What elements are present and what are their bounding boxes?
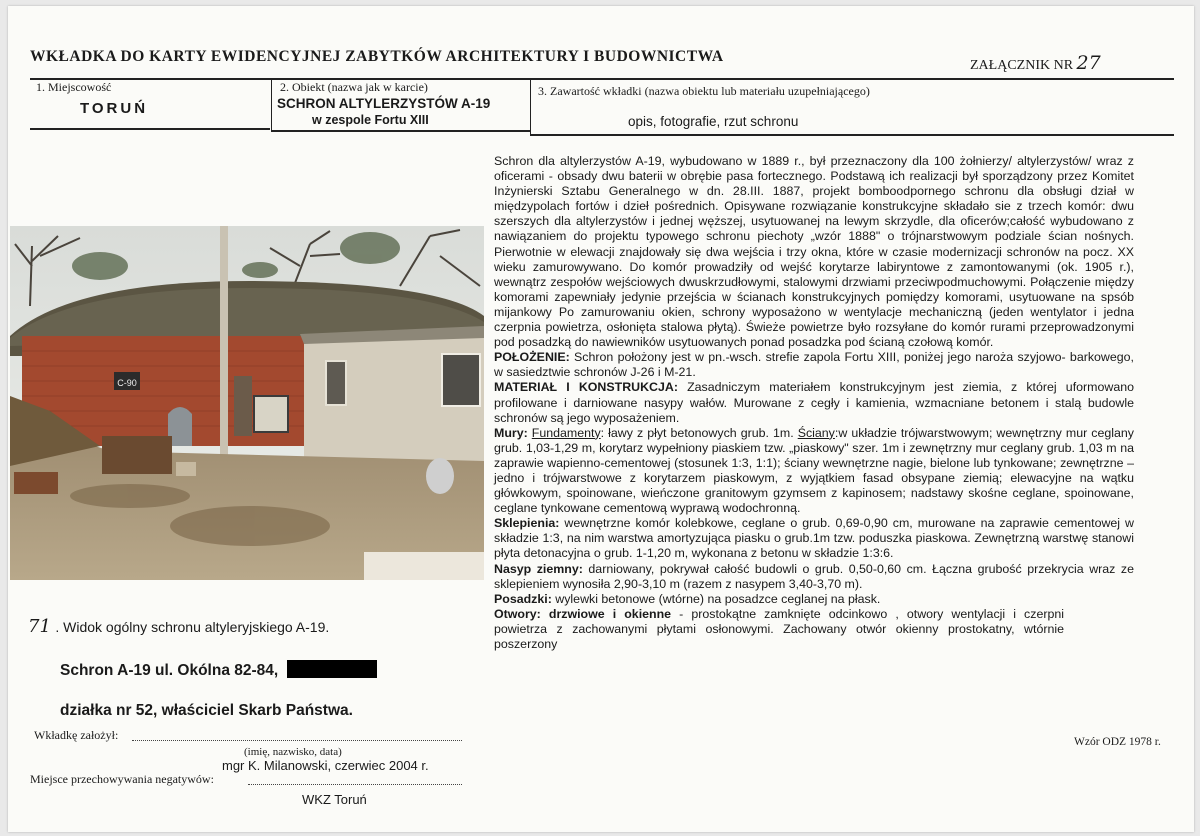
header-top-rule (30, 78, 1174, 80)
negatives-label: Miejsce przechowywania negatywów: (30, 772, 214, 786)
caption-handwritten-number: 71 (28, 616, 51, 637)
founder-label: Wkładkę założył: (34, 728, 119, 742)
photo-sign: C-90 (117, 378, 137, 388)
header-divider-1 (271, 78, 272, 132)
negatives-dotted-line (248, 784, 462, 785)
section-openings: Otwory: drzwiowe i okienne - prostokątne zamknięte odcinkowo , otwory wentylacji i czerpni powietrza z zachowanymi płytami osłonowymi. Zachowany otwór okienny prostokatny, wtórnie poszerzony (494, 606, 1064, 651)
floors-label: Posadzki: (494, 591, 552, 606)
section-material: MATERIAŁ I KONSTRUKCJA: Zasadniczym materiałem konstrukcyjnym jest ziemia, z której uformowano profilowane i darniowane nasypy wałów. Murowane z cegły i kamienia, wzmacniane betonem i stalą budowle schronów są jego wyposażeniem. (494, 380, 1134, 425)
field-value-town: TORUŃ (80, 100, 149, 117)
walls-label: Mury: (494, 425, 528, 440)
plot-line: działka nr 52, właściciel Skarb Państwa. (60, 702, 353, 719)
header-rule-col1 (30, 128, 270, 130)
form-version: Wzór ODZ 1978 r. (1074, 736, 1161, 748)
bunker-photograph (10, 226, 484, 580)
description-intro: Schron dla altylerzystów A-19, wybudowano w 1889 r., był przeznaczony dla 100 żołnierzy/ altylerzystów/ wraz z oficerami - obsady dwu baterii w obrębie pasa fortecznego. Podstawą ich realizacji był sporządzony przez Komitet Inżynierski Sztabu Generalnego w dn. 28.III. 1887, projekt bomboodpornego schronu dla obsługi dział w międzypolach fortów i dzieł pośrednich. Opisywane rozwiązanie konstrukcyjne składało sie z trzech komór: dwu szerszych dla altylerzystów i jednej węższej, usytuowanej na lewym skrzydle, dla oficerów;całość wybudowano z nawiązaniem do projektu typowego schronu piechoty „wzór 1888" o trójnarstwowym podziale ścian nośnych. Pierwotnie w elewacji znajdowały się dwa wejścia i trzy okna, które w czasie modernizacji schronów na pocz. XX wieku zamurowywano. Do komór prowadziły od wejść korytarze labiryntowe z zamontowanymi (ok. 1905 r.), wewnątrz zespołów wejściowych dwuskrzudłowymi, stalowymi drzwiami przeciwpodmuchowymi. Połączenie między komorami zapewniały jedynie przejścia w ścianach konstrukcyjnych pomiędzy komorami, usytuowane na spsób mijankowy Po zamurowaniu okien, schrony wyposażono w wentylacje mechaniczną (jeden wentylator i jedna czerpnia powietrza, osłonięta stalowa płytą). Świeże powietrze było rozsyłane do komór rurami przeprowadzonymi pod posadzką do nawiewników usytuowanych ponad posadzka pod ścianą czołową komór. (494, 154, 1134, 350)
annex-label: ZAŁĄCZNIK NR (970, 58, 1074, 73)
description-text (494, 154, 1134, 652)
annex-handwritten-number: 27 (1076, 52, 1101, 74)
field-value-object-1: SCHRON ALTYLERZYSTÓW A-19 (277, 96, 491, 111)
location-label: POŁOŻENIE: (494, 350, 570, 365)
header-rule-col3 (530, 134, 1174, 136)
field-label-town: 1. Miejscowość (36, 80, 112, 94)
caption-text: . Widok ogólny schronu altyleryjskiego A-19. (55, 619, 330, 635)
material-label: MATERIAŁ I KONSTRUKCJA: (494, 380, 678, 395)
openings-label: Otwory: drzwiowe i okienne (494, 606, 672, 621)
founder-dotted-line (132, 740, 462, 741)
photo-caption (28, 616, 329, 637)
annex-number (970, 52, 1101, 74)
section-walls: Mury: Fundamenty: ławy z płyt betonowych grub. 1m. Ściany:w układzie trójwarstwowym; wewnętrzny mur ceglany grub. 1,03-1,29 m, korytarz wypełniony piaskiem tzw. „piaskowy" szer. 1m i zewnętrzny mur ceglany grub. 1,03 m na zaprawie wapienno-cementowej (stosunek 1:3, 1:1); ściany wewnętrzne nagie, bielone lub tynkowane; zewnętrzne – jedno i trójwarstwowe z korytarzem piaskowym, z wyjątkiem fasad obsypane ziemią; elewacyjne na wątku główkowym, spoinowane, wieńczone granitowym gzymsem z kapinosem; nadstawy skośne ceglane, spoinowane, ceglane tynkowane cementową wyprawą wodochronną. (494, 425, 1134, 516)
section-vaults: Sklepienia: wewnętrzne komór kolebkowe, ceglane o grub. 0,69-0,90 cm, murowane na zaprawie cementowej w składzie 1:3, na nim warstwa amortyzująca piasku o grub.1m tzw. poduszka piaskowa. Zewnętrzną warstwę stanowi płyta detonacyjna o grub. 1-1,20 m, wykonana z betonu w składzie 1:3:6. (494, 516, 1134, 561)
embankment-label: Nasyp ziemny: (494, 561, 583, 576)
address-text: Schron A-19 ul. Okólna 82-84, (60, 662, 279, 679)
section-location: POŁOŻENIE: Schron położony jest w pn.-wsch. strefie zapola Fortu XIII, poniżej jego naroża szyjowo- barkowego, w sasiedztwie schronów J-26 i M-21. (494, 350, 1134, 380)
header-rule-col2 (272, 130, 530, 132)
founder-value: mgr K. Milanowski, czerwiec 2004 r. (222, 758, 429, 773)
section-floors: Posadzki: wylewki betonowe (wtórne) na posadzce ceglanej na płask. (494, 591, 881, 606)
negatives-value: WKZ Toruń (302, 792, 367, 807)
field-value-contents: opis, fotografie, rzut schronu (628, 114, 799, 129)
field-label-contents: 3. Zawartość wkładki (nazwa obiektu lub materiału uzupełniającego) (538, 84, 870, 98)
field-label-object: 2. Obiekt (nazwa jak w karcie) (280, 80, 428, 94)
field-value-object-2: w zespole Fortu XIII (312, 113, 429, 127)
section-embankment: Nasyp ziemny: darniowany, pokrywał całość budowli o grub. 0,50-0,60 cm. Łączna grubość przekrycia wraz ze sklepieniem wynosiła 2,90-3,10 m (razem z nasypem 3,40-3,70 m). (494, 561, 1135, 591)
header-divider-2 (530, 78, 531, 134)
redaction-bar (287, 660, 377, 678)
form-title: WKŁADKA DO KARTY EWIDENCYJNEJ ZABYTKÓW ARCHITEKTURY I BUDOWNICTWA (30, 48, 724, 65)
founder-hint: (imię, nazwisko, data) (244, 746, 342, 758)
vaults-label: Sklepienia: (494, 516, 560, 531)
address-line (60, 660, 377, 680)
